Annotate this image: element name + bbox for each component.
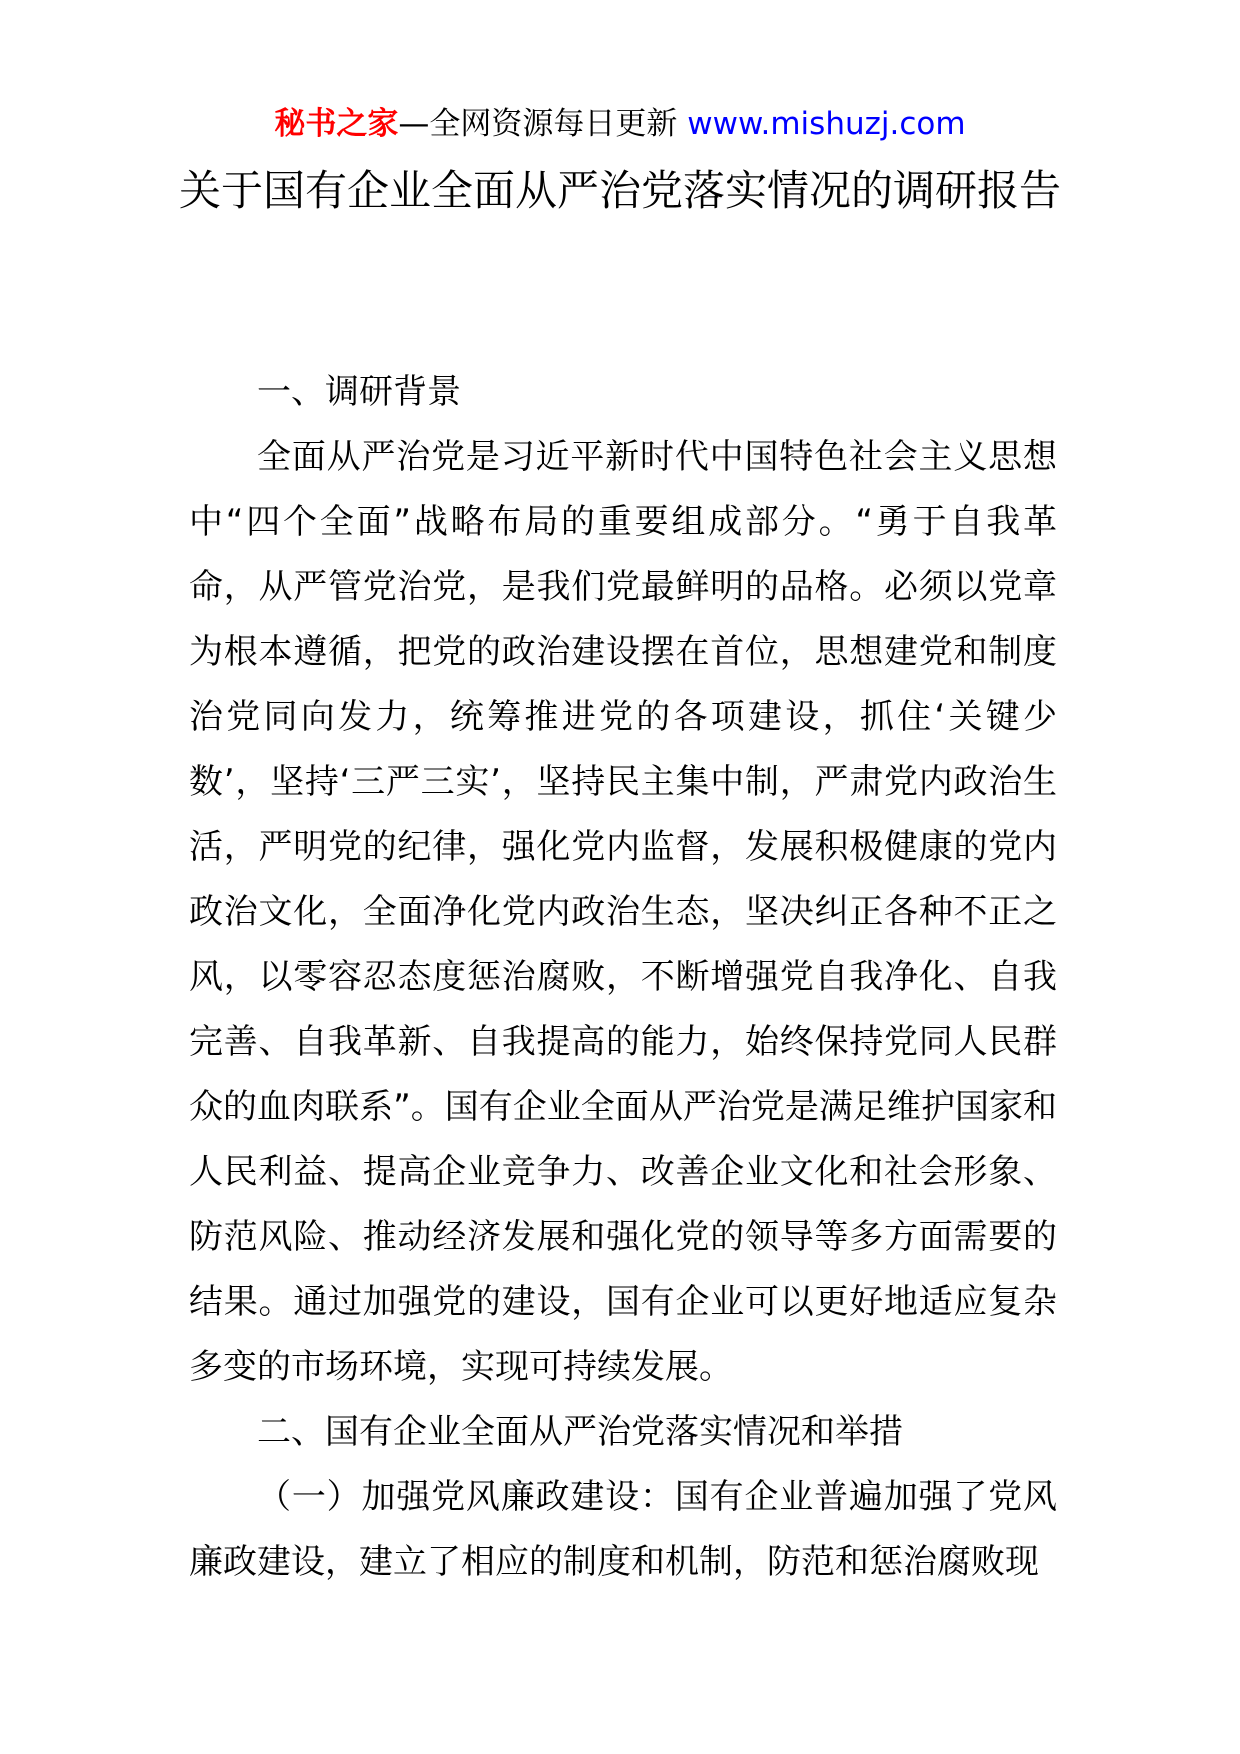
site-url-link[interactable]: www.mishuzj.com — [687, 106, 966, 142]
section-heading: 一、调研背景 — [257, 372, 461, 412]
section-heading: 二、国有企业全面从严治党落实情况和举措 — [257, 1412, 903, 1452]
document-title: 关于国有企业全面从严治党落实情况的调研报告 — [178, 166, 1061, 215]
brand-name: 秘书之家 — [274, 106, 399, 142]
body-paragraph: （一）加强党风廉政建设：国有企业普遍加强了党风廉政建设，建立了相应的制度和机制，防范和惩治腐败现 — [189, 1477, 1057, 1582]
header-tagline: —全网资源每日更新 — [398, 106, 688, 142]
document-body — [189, 360, 1057, 1595]
site-header — [0, 100, 1240, 148]
body-paragraph: 全面从严治党是习近平新时代中国特色社会主义思想中“四个全面”战略布局的重要组成部分。“勇于自我革命，从严管党治党，是我们党最鲜明的品格。必须以党章为根本遵循，把党的政治建设摆在首位，思想建党和制度治党同向发力，统筹推进党的各项建设，抓住‘关键少数’，坚持‘三严三实’，坚持民主集中制，严肃党内政治生活，严明党的纪律，强化党内监督，发展积极健康的党内政治文化，全面净化党内政治生态，坚决纠正各种不正之风，以零容忍态度惩治腐败，不断增强党自我净化、自我完善、自我革新、自我提高的能力，始终保持党同人民群众的血肉联系”。国有企业全面从严治党是满足维护国家和人民利益、提高企业竞争力、改善企业文化和社会形象、防范风险、推动经济发展和强化党的领导等多方面需要的结果。通过加强党的建设，国有企业可以更好地适应复杂多变的市场环境，实现可持续发展。 — [189, 437, 1057, 1387]
